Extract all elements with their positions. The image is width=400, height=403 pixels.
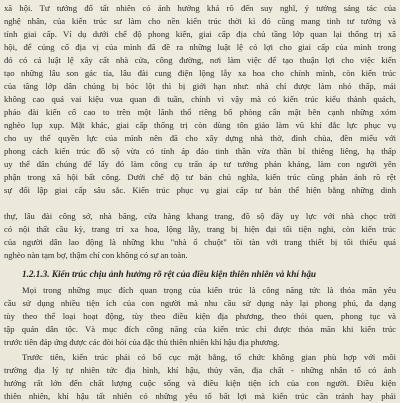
- text-line: pháo đài kiến cố cao to trên một lãnh thổ riêng bố phòng cẩn mật bên cạnh những xóm: [4, 107, 396, 117]
- text-line: Mọi trong những mục đích quan trọng của kiến trúc là công năng tức là thỏa mãn yêu: [22, 285, 396, 295]
- text-line: hưởng rất lớn đến chất lượng cuộc sống và điều kiện tiện ích của con người. Điều kiện: [4, 378, 396, 388]
- text-line: tập quán dân tộc. Và mục đích công năng của kiến trúc chỉ được thỏa mãn khi kiến trúc: [4, 324, 396, 334]
- text-line: thự, lâu đài công sở, nhà băng, cửa hàng khang trang, đồ sộ đầy uy lực với nhà chọc trời: [4, 211, 396, 221]
- text-line: có nội thất cầu kỳ, trang trí xa hoa, lộng lẫy, trang bị hiện đại tối tiện nghi, còn kiến trúc: [4, 224, 396, 234]
- section-heading: 1.2.1.3. Kiến trúc chịu ảnh hưởng rõ rệt của điều kiện thiên nhiên và khí hậu: [22, 269, 317, 279]
- text-line: đó có cả luật lệ xây cất nhà cửa, công đường, nơi làm việc để tạo thuận lợi cho việc kiến: [4, 55, 396, 65]
- text-line: nghèo lụp xụp. Mặt khác, giai cấp thống trị còn dùng tôn giáo làm vũ khí đắc lực phục vụ: [4, 120, 396, 130]
- text-line: tạo những lâu son gác tía, lâu đài cung điện lộng lẫy xa hoa cho chính mình, còn kiến trúc: [4, 68, 396, 78]
- text-line: không cao quá vai kiệu vua quan đi tuần, chính vì vậy mà có kiến trúc kiểu thành quách,: [4, 94, 396, 104]
- text-line: uy thế dân chúng để lấy đó làm công cụ trấn áp tư tưởng phản kháng, làm con người yên: [4, 159, 396, 169]
- text-line: nghèo nàn tạm bợ, thậm chí con không có sự an toàn.: [4, 250, 188, 260]
- text-line: cho uy thế quyền lực của mình nên đã cho xây dựng nhà thờ, đình chùa, đền miếu với: [4, 133, 396, 143]
- text-line: sự đối lập giai cấp sâu sắc. Kiến trúc phục vụ giai cấp tư bản thể hiện bằng những dinh: [4, 185, 396, 195]
- text-line: phong cách kiến trúc đồ sộ vừa có tính áp đảo tinh thần vừa thần bí thiêng liêng, hạ thấp: [4, 146, 396, 156]
- text-line: tùy theo thể loại hoạt động, tùy theo điều kiện địa phương, theo thói quen, phong tục và: [4, 311, 396, 321]
- text-line: tính giai cấp. Ví dụ dưới chế độ phong kiến, giai cấp địa chủ tầng lớp quan lại thống trị xã: [4, 29, 396, 39]
- text-line: của người dân lao động là những khu "nhà ổ chuột" tồi tàn với trang thiết bị tối thiểu quá: [4, 237, 396, 247]
- text-line: cầu sử dụng nhiều tiện ích của con người mà nhu cầu sử dụng này lại phong phú, đa dạng: [4, 298, 396, 308]
- text-line: Trước tiên, kiến trúc phải có bố cục mặt bằng, tổ chức không gian phù hợp với môi: [22, 352, 396, 362]
- text-line: nghệ nhân, của kiến trúc sư làm cho nền kiến trúc thời kì đó cũng mang tinh tư tưởng và: [4, 16, 396, 26]
- text-line: trước tiên đáp ứng được các đòi hỏi của đặc thù thiên nhiên khí hậu địa phương.: [4, 337, 280, 347]
- text-line: xã hội. Tư tưởng đố tất nhiên có ảnh hưởng khá rõ đến suy nghĩ, ý tưởng sáng tác của: [4, 3, 396, 13]
- text-line: thiên nhiên, khí hậu tất nhiên có những yêu tố bất lợi mà kiến trúc cần tránh hay phải: [4, 391, 396, 401]
- text-line: của tầng lớp dân chúng bị bóc lột thì bị giới hạn như: nhà chỉ được làm nhỏ thấp, mái: [4, 81, 396, 91]
- text-line: hội, để củng cố địa vị của mình đã đề ra những luật lệ có lợi cho giai cấp của mình trong: [4, 42, 396, 52]
- text-line: phận trong xã hội bất công. Dưới chế độ tư bản chủ nghĩa, kiến trúc cũng phản ánh rõ rệt: [4, 172, 396, 182]
- text-line: trường địa lý tự nhiên tức địa hình, khí hậu, thủy văn, địa chất - những nhân tố có ảnh: [4, 365, 396, 375]
